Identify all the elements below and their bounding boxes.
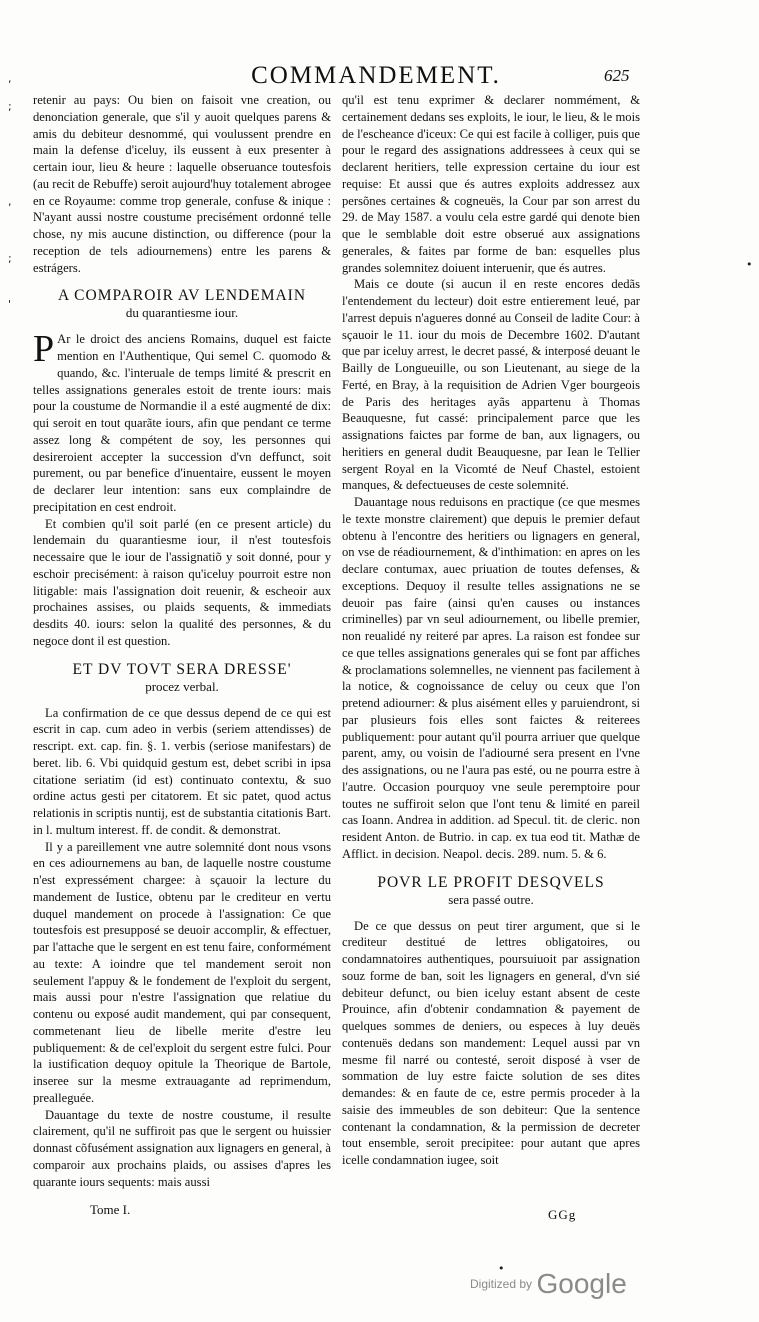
paragraph-text: Ar le droict des anciens Romains, duquel est faicte mention en l'Authentique, Qui semel C. quomodo & quando, &c. l'interuale de temps limité & prescrit en telles assignations generales estoit de trente iours: mais pour la coustume de Normandie il a esté augmenté de dix: qui seroit en tout quarãte iours, afin que pendant ce terme assez long & compétent de soy, les personnes qui desireroient accepter la succession d'vn deffunct, soit purement, ou par benefice d'inuentaire, eussent le moyen de declarer leur intention: sans eux complaindre de precipitation en cest endroit. xyxy=(33,332,331,514)
watermark-prefix: Digitized by xyxy=(470,1277,533,1291)
running-title: COMMANDEMENT. xyxy=(251,62,501,89)
paragraph: De ce que dessus on peut tirer argument, que si le crediteur destitué de lettres obligatoires, ou condamnatoires authentiques, poursuiuoit par assignation souz forme de ban, soit les lignagers en general, d'vn sié debiteur defunct, ou bien iceluy estant absent de ceste Prouince, afin d'obtenir condamnation & payement de quelques sommes de deniers, ou especes à luy deuës contenuës dedans son mandement: Lequel aussi par vn mesme fil narré ou contesté, seroit disposé à vser de sommation de luy estre faicte solution de ses dites demandes: & en faute de ce, estre permis proceder à la saisie des immeubles de son debiteur: Que la sentence contenant la condamnation, & la permission de decreter tout ensemble, seroit precipitee: pour autant que apres icelle condamnation iugee, soit xyxy=(342,918,640,1167)
section-heading: ET DV TOVT SERA DRESSE' xyxy=(72,660,292,678)
paragraph: Et combien qu'il soit parlé (en ce present article) du lendemain du quarantiesme iour, il n'est toutesfois necessaire que le iour de l'assignatiõ y soit donné, pour y eschoir precisément: à raison qu'iceluy pourroit estre non litigable: mais l'assignation doit reuenir, & escheoir aux prochaines assises, ou plaids sequents, & immediats desdits 40. iours: selon la qualité des personnes, & du negoce dont il est question. xyxy=(33,516,331,648)
margin-mark: • xyxy=(498,1262,505,1275)
section-subheading: du quarantiesme iour. xyxy=(125,305,239,321)
google-logo: Google xyxy=(536,1268,627,1299)
page-header xyxy=(0,62,759,96)
margin-mark: • xyxy=(746,258,753,271)
left-column xyxy=(33,92,331,1190)
margin-mark: ' xyxy=(8,298,12,311)
section-heading: POVR LE PROFIT DESQVELS xyxy=(377,873,605,891)
paragraph xyxy=(33,328,331,515)
paragraph: La confirmation de ce que dessus depend de ce qui est escrit in cap. cum adeo in verbis (seriem attendisses) de rescript. ext. cap. fin. §. 1. verbis (seriose manifestars) de beret. lib. 6. Vbi quidquid gestum est, debet scribi in ipsa citatione seriatim (id est) continuato contextu, & suo ordine actus gesti per citatorem. Et sic patet, quod actus relationis in scriptis nuntij, est de substantia citationis Bart. in l. multum interest. ff. de condit. & demonstrat. xyxy=(33,705,332,837)
section-subheading: procez verbal. xyxy=(145,678,219,694)
paragraph: Dauantage nous reduisons en practique (ce que mesmes le texte monstre clairement) que depuis le premier defaut obtenu à l'encontre des heritiers ou lignagers en general, on vse de réadiournement, & d'inthimation: en apres on les declare contumax, auec priuation de toutes defenses, & exceptions. Dequoy il resulte telles assignations ne se deuoir pas faire (ainsi qu'en causes ou instances criminelles) par vn seul adiournement, ou libelle premier, non reualidé ny reiteré par apres. La raison est fondee sur ce que telles assignations generales qui se font par affiches & proclamations solemnelles, ne viennent pas facilement à la notice, & cognoissance de celuy ou ceux que l'on pretend adiourner: & plus aisément elles y paruiendront, si par plusieurs fois elles sont faictes & reiterees publiquement: pour autant qu'il pourra arriuer que quelque parent, amy, ou voisin de l'adiourné sera present en l'vne des assignations, ou ne l'aura pas esté, ou ne pourra estre à l'autre. Occasion pourquoy vne seule peremptoire pour toutes ne suffiroit selon que l'ont tenu & limité en pareil cas Ioann. Andrea in addition. ad Specul. tit. de cleric. non resident Anton. de Butrio. in cap. ex tua eod tit. Mathæ de Afflict. in decision. Neapol. decis. 289. num. 5. & 6. xyxy=(342,495,640,861)
volume-label: Tome I. xyxy=(90,1202,131,1217)
section-heading: A COMPAROIR AV LENDEMAIN xyxy=(57,287,307,305)
paragraph: Mais ce doute (si aucun il en reste encores dedãs l'entendement du lecteur) doit estre entierement leué, par l'arrest depuis n'agueres donné au Conseil de ladite Cour: à sçauoir le 11. iour du mois de Decembre 1602. D'autant que par iceluy arrest, le decret passé, & interposé deuant le Bailly de Longueuille, ou son Lieutenant, au siege de la Ferté, en Bray, à la requisition de Adrien Vger bourgeois de Paris des heritages ayãs appartenu à Thomas Beauquesne, fut cassé: principalement parce que les assignations faictes par forme de ban, aux lignagers, ou heritiers en general dudit Beauquesne, par Iean le Tellier sergent Royal en la Vicomté de Neuf Chastel, estoient manques, & defectueuses de ceste solemnité. xyxy=(342,277,640,493)
signature-mark: GGg xyxy=(548,1207,577,1222)
paragraph: retenir au pays: Ou bien on faisoit vne creation, ou denonciation generale, que s'il y auoit quelques parens & amis du debiteur desnommé, qui voulussent prendre en main la defense d'iceluy, ils eussent à eux presenter à certain iour, lieu & heure : laquelle obseruance toutesfois (au recit de Rebuffe) seroit aujourd'huy totalement abrogee en ce Royaume: comme trop generale, confuse & inique : N'ayant aussi nostre coustume precisément ordonné telle chose, ny mis aucune distinction, ou difference (pour la reception de tels adiournemens) entre les parens & estrágers. xyxy=(33,93,331,275)
margin-mark: , xyxy=(8,195,12,208)
paragraph: qu'il est tenu exprimer & declarer nommément, & certainement dedans ses exploits, le iour, le lieu, & le mois de l'escheance d'iceux: Ce qui est facile à colliger, puis que pour le regard des assignations addressees à ceux qui se declarent heritiers, telle expression certaine du iour est requise: Et aussi que és autres exploits addressez aux persõnes certaines & cogneuës, la Cour par son arrest du 29. de May 1587. a voulu cela estre gardé qui denote bien que le semblable doit estre obserué aux assignations generales, & faites par forme de ban: esquelles plus grandes solemnitez doiuent interuenir, que és autres. xyxy=(342,93,640,275)
margin-mark: ; xyxy=(8,100,12,113)
margin-mark: ; xyxy=(8,252,12,265)
page-number: 625 xyxy=(604,66,630,85)
margin-mark: , xyxy=(8,72,12,85)
right-column xyxy=(342,92,640,1169)
section-subheading: sera passé outre. xyxy=(448,891,534,907)
digitized-watermark xyxy=(470,1268,627,1300)
paragraph: Il y a pareillement vne autre solemnité dont nous vsons en ces adiournemens au ban, de laquelle nostre coustume n'est expressément chargee: à sçauoir la lecture du mandement de Iustice, obtenu par le crediteur en vertu duquel mandement on procede à l'assignation: Ce que toutesfois est presupposé se deuoir accomplir, & effectuer, par l'attache que le sergent en est tenu faire, conformément au texte: A ioindre que tel mandement seroit non seulement l'appuy & le fondement de l'exploit du sergent, mais aussi pour n'estre l'assignation que relatiue du contenu ou exposé audit mandement, qui par consequent, commetenant lieu de libelle merite d'estre leu publiquement: & de cel'exploit du sergent estre fulci. Pour la iustification dequoy opitule la Theorique de Bartole, inseree sur la mesme extrauagante ad reprimendum, prealleguée. xyxy=(33,839,331,1105)
drop-cap: P xyxy=(33,328,55,371)
paragraph: Dauantage du texte de nostre coustume, il resulte clairement, qu'il ne suffiroit pas que le sergent ou huissier donnast cõfusément assignation aux lignagers en general, à comparoir aux prochains plaids, ou assises d'apres les quarante iours sequents: mais aussi xyxy=(33,1107,331,1189)
